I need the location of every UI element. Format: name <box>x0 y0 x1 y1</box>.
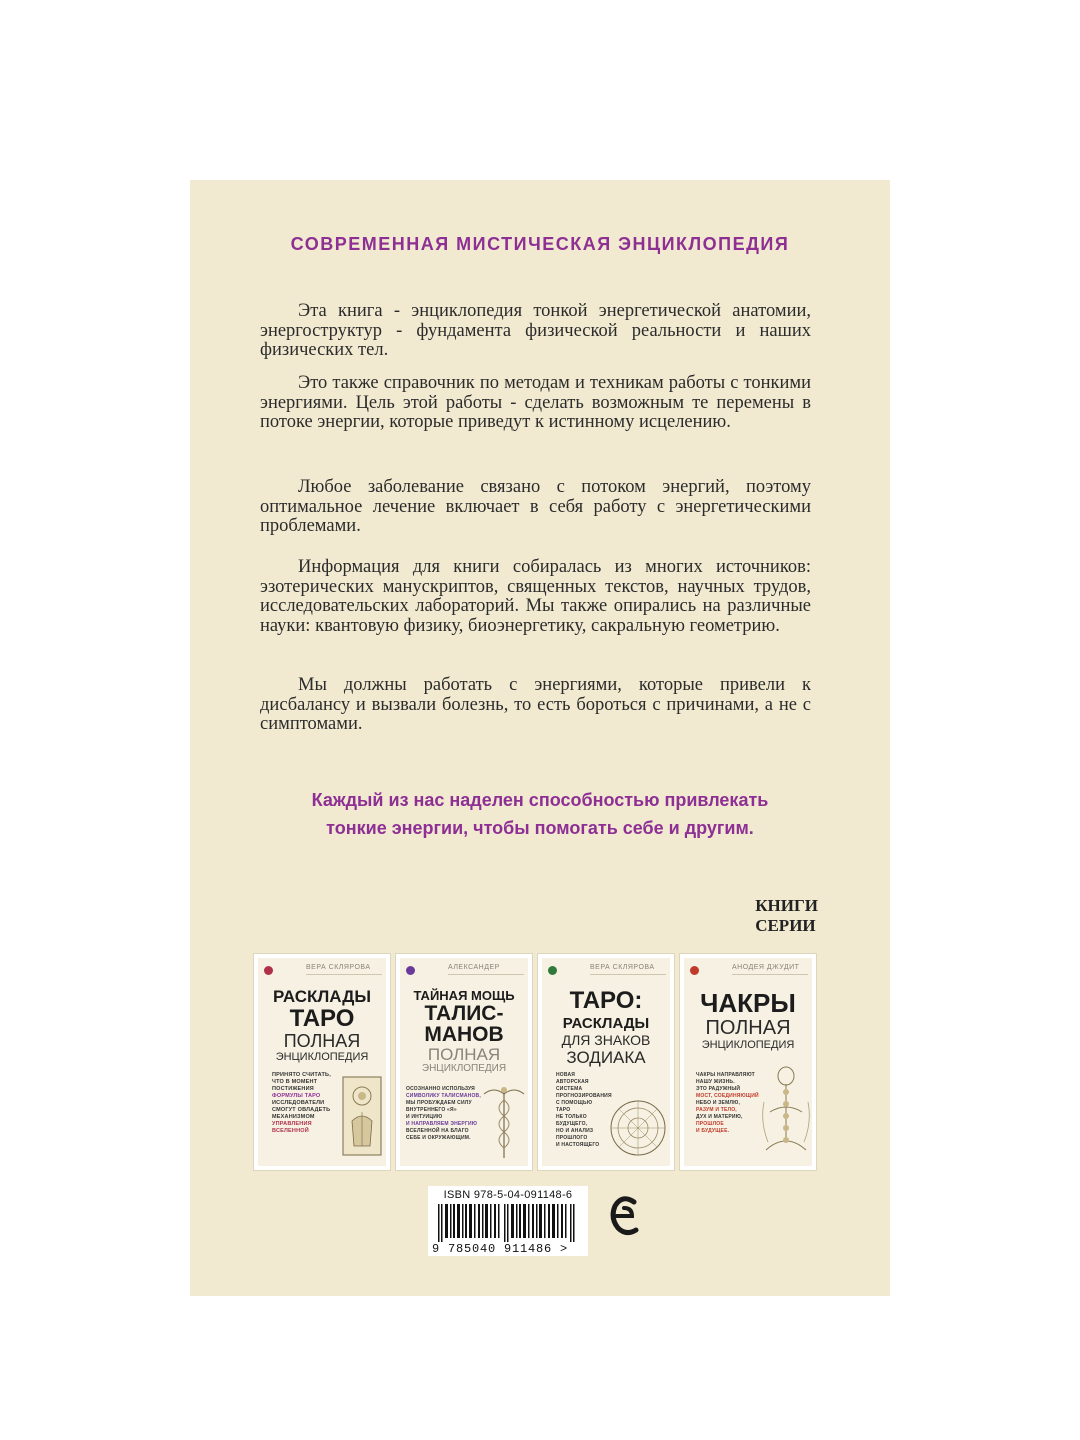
isbn-barcode <box>428 1186 588 1256</box>
book-author: АНОДЕЯ ДЖУДИТ <box>732 964 808 975</box>
paragraph-3: Любое заболевание связано с потоком энергий, поэтому оптимальное лечение включает в себя работу с энергетическими проблемами. <box>260 477 811 536</box>
paragraph-4: Информация для книги собиралась из многих источников: эзотерических манускриптов, священных текстов, научных трудов, исследовательских лабораторий. Мы также опирались на различные науки: квантовую физику, биоэнергетику, сакральную геометрию. <box>260 557 811 636</box>
blurb-line: ЧАКРЫ НАПРАВЛЯЮТ <box>696 1072 755 1078</box>
tagline-line-2: тонкие энергии, чтобы помогать себе и другим. <box>326 818 754 838</box>
chakra-figure-icon <box>760 1062 812 1162</box>
book-title-line: ТАЙНАЯ МОЩЬ <box>413 988 515 1003</box>
blurb-line: БУДУЩЕГО, <box>556 1121 588 1127</box>
book-subtitle: ПОЛНАЯ <box>283 1031 361 1051</box>
blurb-line: НОВАЯ <box>556 1072 576 1078</box>
blurb-line: И НАСТОЯЩЕГО <box>556 1142 600 1148</box>
blurb-line: СМОГУТ ОВЛАДЕТЬ <box>272 1107 331 1113</box>
blurb-line: ВСЕЛЕННОЙ <box>272 1128 309 1134</box>
blurb-line: ЧТО В МОМЕНТ <box>272 1079 318 1085</box>
book-title-line: РАСКЛАДЫ <box>273 987 371 1006</box>
blurb-line: ПОСТИЖЕНИЯ <box>272 1086 314 1092</box>
series-book-talismans[interactable] <box>396 954 532 1170</box>
blurb-line: ОСОЗНАННО ИСПОЛЬЗУЯ <box>406 1086 475 1092</box>
book-subtitle: ЭНЦИКЛОПЕДИЯ <box>421 1063 507 1074</box>
book-title-line: ТАРО <box>289 1005 355 1032</box>
blurb-line: И НАПРАВЛЯЕМ ЭНЕРГИЮ <box>406 1121 478 1127</box>
blurb-line: ПРОГНОЗИРОВАНИЯ <box>556 1093 612 1099</box>
blurb-line: НО И АНАЛИЗ <box>556 1128 594 1134</box>
blurb-line: ВСЕЛЕННОЙ НА БЛАГО <box>406 1128 469 1134</box>
book-author: АЛЕКСАНДЕР <box>448 964 524 975</box>
book-subtitle: ЭНЦИКЛОПЕДИЯ <box>275 1051 369 1063</box>
blurb-line: СИМВОЛИКУ ТАЛИСМАНОВ, <box>406 1093 481 1099</box>
blurb-line: ТАРО <box>556 1107 571 1113</box>
blurb-line: ВНУТРЕННЕГО «Я» <box>406 1107 457 1113</box>
book-back-cover <box>190 180 890 1296</box>
blurb-line: НЕБО И ЗЕМЛЮ, <box>696 1100 741 1106</box>
blurb-line: СИСТЕМА <box>556 1086 583 1092</box>
series-label-line-1: КНИГИ <box>755 896 818 915</box>
publisher-lotus-icon <box>690 966 699 975</box>
book-subtitle: ПОЛНАЯ <box>427 1045 501 1064</box>
blurb-line: АВТОРСКАЯ <box>556 1079 589 1085</box>
paragraph-2: Это также справочник по методам и техникам работы с тонкими энергиями. Цель этой работы - сделать возможным те перемены в потоке энергии, которые приведут к истинному исцелению. <box>260 373 811 432</box>
blurb-line: И БУДУЩЕЕ. <box>696 1128 730 1134</box>
book-title-line: ТАРО: <box>569 987 643 1014</box>
series-book-tarot-spreads[interactable] <box>254 954 390 1170</box>
publisher-logo-icon <box>610 1194 640 1238</box>
barcode-digits: 9 785040 911486 > <box>432 1242 569 1256</box>
book-blurb <box>272 1072 342 1135</box>
tagline <box>190 786 890 842</box>
blurb-line: ИССЛЕДОВАТЕЛИ <box>272 1100 325 1106</box>
blurb-line: НЕ ТОЛЬКО <box>556 1114 587 1120</box>
book-author: ВЕРА СКЛЯРОВА <box>306 964 382 975</box>
publisher-lotus-icon <box>264 966 273 975</box>
tarot-card-icon <box>342 1076 382 1156</box>
series-books-label <box>755 896 818 936</box>
blurb-line: ПРОШЛОЕ <box>696 1121 724 1127</box>
book-title-line: МАНОВ <box>424 1023 504 1046</box>
tagline-line-1: Каждый из нас наделен способностью привлекать <box>311 790 769 810</box>
blurb-line: ЭТО РАДУЖНЫЙ <box>696 1086 741 1092</box>
blurb-line: МОСТ, СОЕДИНЯЮЩИЙ <box>696 1093 759 1099</box>
caduceus-icon <box>480 1082 528 1162</box>
paragraph-1: Эта книга - энциклопедия тонкой энергетической анатомии, энергоструктур - фундамента физической реальности и наших физических тел. <box>260 301 811 360</box>
paragraph-5: Мы должны работать с энергиями, которые привели к дисбалансу и вызвали болезнь, то есть бороться с причинами, а не с симптомами. <box>260 675 811 734</box>
blurb-line: И ИНТУИЦИЮ <box>406 1114 443 1120</box>
blurb-line: ПРОШЛОГО <box>556 1135 588 1141</box>
series-book-tarot-zodiac[interactable] <box>538 954 674 1170</box>
book-subtitle: ЗОДИАКА <box>566 1048 646 1067</box>
blurb-line: НАШУ ЖИЗНЬ. <box>696 1079 735 1085</box>
series-book-chakras[interactable] <box>680 954 816 1170</box>
publisher-lotus-icon <box>406 966 415 975</box>
blurb-line: ПРИНЯТО СЧИТАТЬ, <box>272 1072 331 1078</box>
isbn-label: ISBN 978-5-04-091148-6 <box>443 1189 573 1201</box>
blurb-line: УПРАВЛЕНИЯ <box>272 1121 312 1127</box>
book-title-line: РАСКЛАДЫ <box>562 1015 650 1032</box>
book-subtitle: ЭНЦИКЛОПЕДИЯ <box>701 1039 795 1051</box>
book-subtitle: ДЛЯ ЗНАКОВ <box>561 1032 651 1048</box>
zodiac-wheel-icon <box>608 1098 668 1158</box>
blurb-line: СЕБЕ И ОКРУЖАЮЩИМ. <box>406 1135 471 1141</box>
series-title: СОВРЕМЕННАЯ МИСТИЧЕСКАЯ ЭНЦИКЛОПЕДИЯ <box>290 234 790 254</box>
book-author: ВЕРА СКЛЯРОВА <box>590 964 666 975</box>
book-blurb <box>556 1072 616 1149</box>
blurb-line: РАЗУМ И ТЕЛО, <box>696 1107 737 1113</box>
book-title-line: ЧАКРЫ <box>700 988 796 1018</box>
book-blurb <box>406 1086 486 1142</box>
book-subtitle: ПОЛНАЯ <box>705 1017 791 1039</box>
blurb-line: МЕХАНИЗМОМ <box>272 1114 315 1120</box>
book-title-line: ТАЛИС- <box>424 1002 504 1025</box>
series-label-line-2: СЕРИИ <box>755 916 816 935</box>
blurb-line: МЫ ПРОБУЖДАЕМ СИЛУ <box>406 1100 472 1106</box>
blurb-line: С ПОМОЩЬЮ <box>556 1100 593 1106</box>
book-blurb <box>696 1072 762 1135</box>
blurb-line: ДУХ И МАТЕРИЮ, <box>696 1114 743 1120</box>
blurb-line: ФОРМУЛЫ ТАРО <box>272 1093 321 1099</box>
publisher-lotus-icon <box>548 966 557 975</box>
barcode-icon <box>438 1204 578 1242</box>
